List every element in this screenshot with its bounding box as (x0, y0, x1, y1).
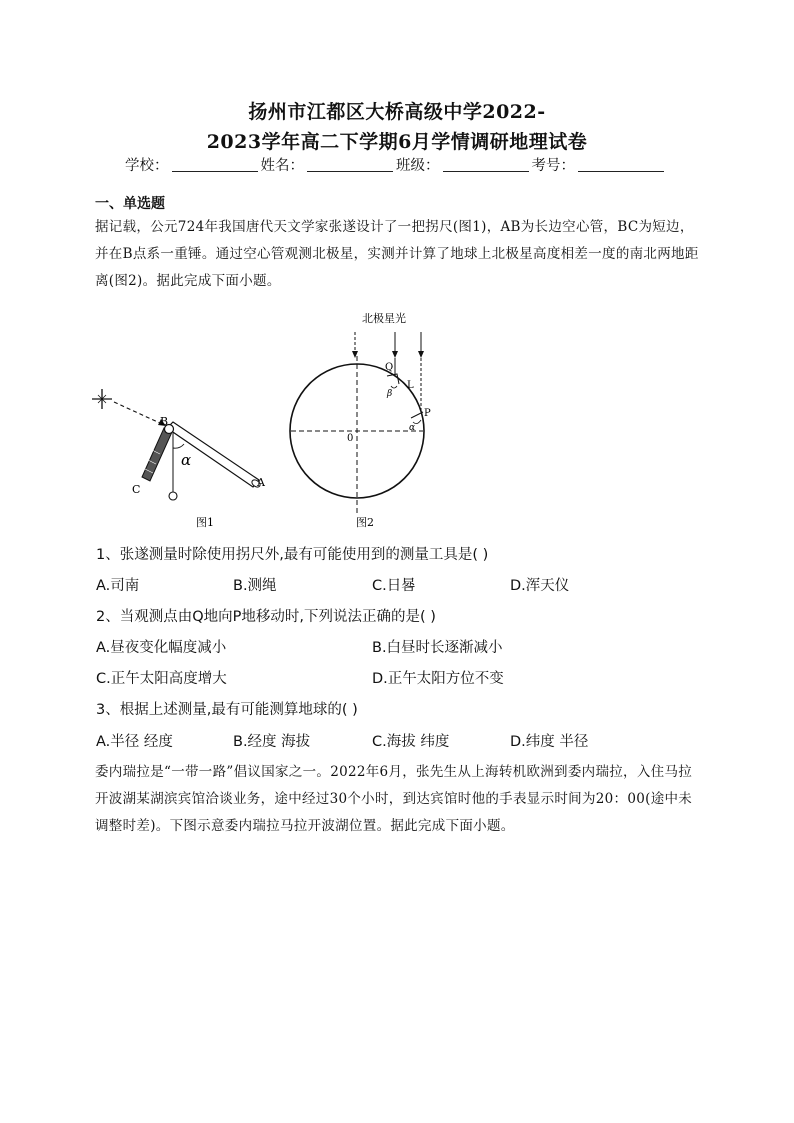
q2-option-a[interactable]: A.昼夜变化幅度减小 (96, 640, 227, 656)
label-b: B (160, 415, 169, 428)
name-label: 姓名： (260, 158, 304, 174)
number-label: 考号： (531, 158, 575, 174)
label-c: C (132, 483, 141, 496)
student-info-row (125, 154, 667, 175)
sight-line (114, 402, 162, 424)
q2-option-c[interactable]: C.正午太阳高度增大 (96, 671, 227, 687)
edge-bc (142, 428, 172, 481)
figure-1-caption: 图1 (196, 516, 214, 529)
school-blank[interactable] (172, 157, 258, 172)
label-a: A (257, 476, 265, 489)
label-q: Q (385, 362, 394, 373)
plumb-bob (169, 492, 177, 500)
star-icon (92, 389, 112, 409)
label-alpha: α (181, 451, 192, 469)
label-beta: β (387, 389, 393, 399)
question-1-stem: 1、张遂测量时除使用拐尺外,最有可能使用到的测量工具是( ) (96, 547, 489, 563)
name-blank[interactable] (307, 157, 393, 172)
figure-1 (88, 380, 278, 530)
label-alpha2: α (409, 423, 416, 433)
q1-option-a[interactable]: A.司南 (96, 578, 140, 594)
school-label: 学校： (125, 158, 169, 174)
q3-option-c[interactable]: C.海拔 纬度 (372, 734, 450, 750)
exam-title-line1: 扬州市江都区大桥高级中学2022- (248, 101, 546, 123)
label-l: L (407, 380, 414, 391)
number-blank[interactable] (578, 157, 664, 172)
label-o: 0 (347, 433, 354, 444)
exam-title-line2: 2023学年高二下学期6月学情调研地理试卷 (206, 131, 588, 153)
q1-option-c[interactable]: C.日晷 (372, 578, 416, 594)
class-blank[interactable] (443, 157, 529, 172)
figure-2-title: 北极星光 (362, 312, 406, 325)
passage-1: 据记载，公元724年我国唐代天文学家张遂设计了一把拐尺(图1)，AB为长边空心管，BC为短边，并在B点系一重锤。通过空心管观测北极星，实测并计算了地球上北极星高度相差一度的南北两地距离(图2)。据此完成下面小题。 (95, 219, 699, 289)
q1-option-d[interactable]: D.浑天仪 (510, 578, 570, 594)
figure-2 (285, 306, 445, 528)
class-label: 班级： (396, 158, 440, 174)
q3-option-b[interactable]: B.经度 海拔 (233, 734, 311, 750)
figure-2-caption: 图2 (356, 516, 374, 528)
q2-option-d[interactable]: D.正午太阳方位不变 (372, 671, 504, 687)
q3-option-d[interactable]: D.纬度 半径 (510, 734, 589, 750)
label-p: P (424, 408, 431, 419)
passage-2: 委内瑞拉是“一带一路”倡议国家之一。2022年6月，张先生从上海转机欧洲到委内瑞拉，入住马拉开波湖某湖滨宾馆洽谈业务，途中经过30个小时，到达宾馆时他的手表显示时间为20：00(途中未调整时差)。下图示意委内瑞拉马拉开波湖位置。据此完成下面小题。 (95, 764, 693, 834)
question-2-stem: 2、当观测点由Q地向P地移动时,下列说法正确的是( ) (96, 609, 436, 625)
question-3-stem: 3、根据上述测量,最有可能测算地球的( ) (96, 702, 358, 718)
section-heading: 一、单选题 (95, 196, 165, 212)
q3-option-a[interactable]: A.半径 经度 (96, 734, 173, 750)
q1-option-b[interactable]: B.测绳 (233, 578, 277, 594)
q2-option-b[interactable]: B.白昼时长逐渐减小 (372, 640, 503, 656)
